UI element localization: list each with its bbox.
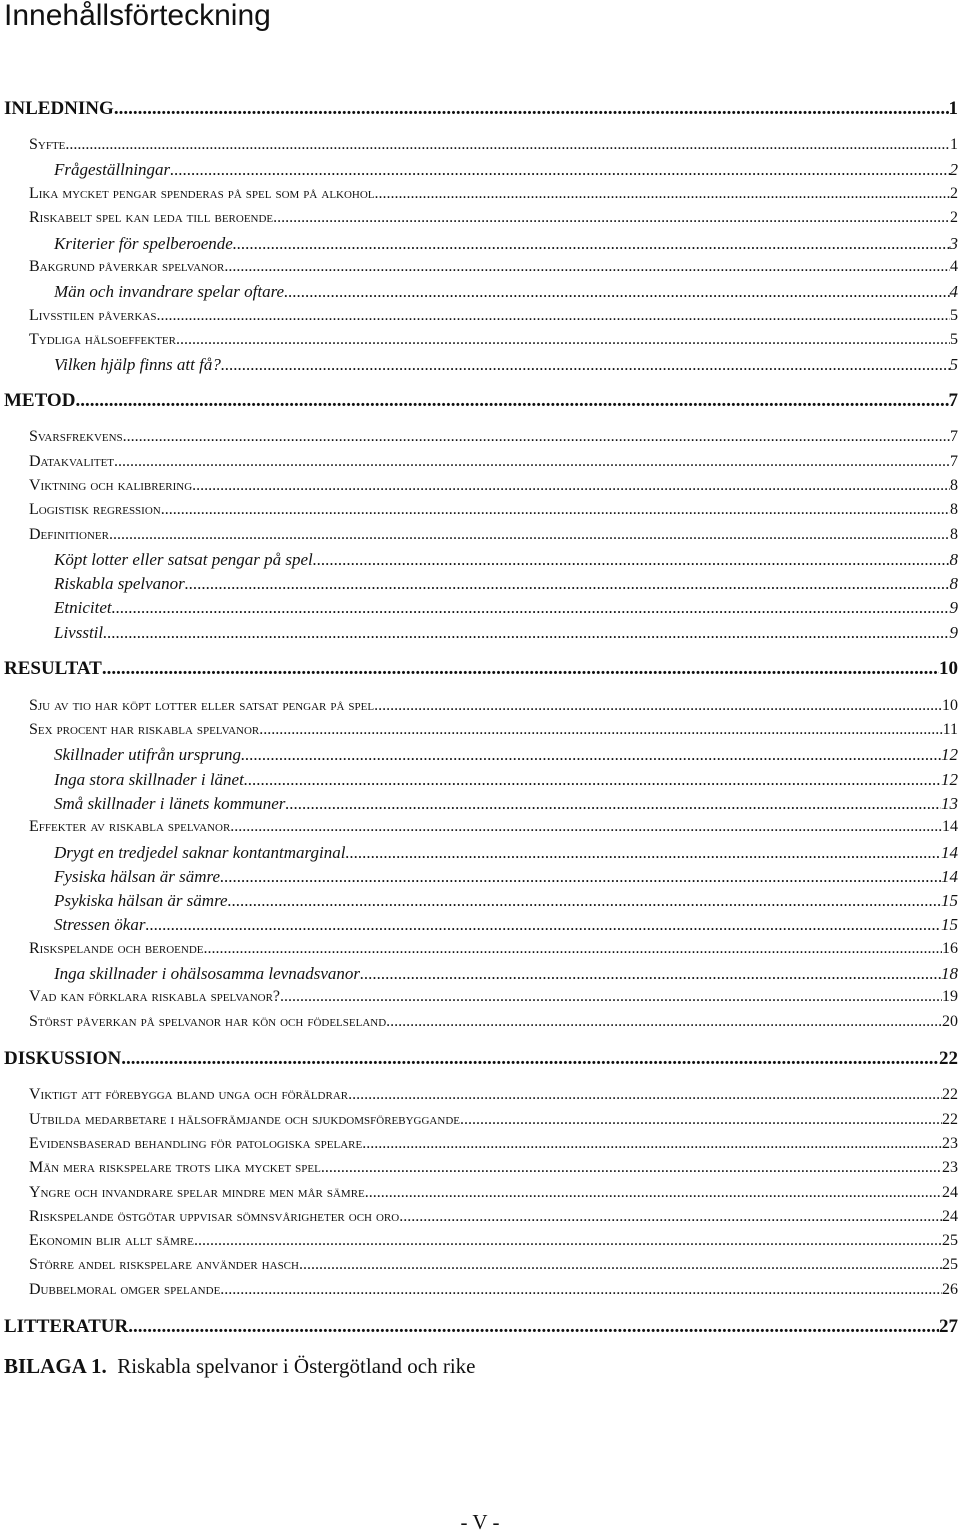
toc-entry-page-number: 8 — [950, 526, 958, 543]
toc-entry-title: Inga stora skillnader i länet — [54, 770, 244, 789]
toc-entry-page-number: 14 — [941, 843, 958, 862]
toc-entry-level-1[interactable] — [4, 390, 958, 414]
toc-dot-leader — [176, 331, 950, 349]
toc-entry-page-number: 15 — [941, 891, 958, 910]
toc-entry-page-number: 22 — [939, 1048, 958, 1069]
toc-entry-level-3[interactable] — [54, 598, 958, 620]
toc-entry-page-number: 26 — [942, 1281, 958, 1298]
page-title: Innehållsförteckning — [4, 0, 271, 32]
toc-entry-page-number: 2 — [949, 160, 958, 179]
toc-entry-page-number: 8 — [950, 477, 958, 494]
toc-entry-page-number: 14 — [942, 818, 958, 835]
toc-entry-page-number: 23 — [942, 1159, 958, 1176]
appendix-label: BILAGA 1. — [4, 1354, 107, 1378]
toc-dot-leader — [285, 794, 941, 814]
toc-entry-level-2[interactable] — [29, 477, 958, 499]
toc-dot-leader — [273, 209, 950, 227]
toc-dot-leader — [244, 770, 941, 790]
toc-entry-level-3[interactable] — [54, 160, 958, 182]
toc-dot-leader — [170, 160, 949, 180]
toc-entry-title: Etnicitet — [54, 598, 112, 617]
toc-entry-title: Riskabelt spel kan leda till beroende — [29, 209, 274, 226]
toc-entry-title: Livsstil — [54, 623, 104, 642]
toc-entry-level-3[interactable] — [54, 915, 958, 937]
toc-entry-page-number: 2 — [950, 209, 958, 226]
page-number-footer: - V - — [460, 1510, 500, 1534]
toc-entry-level-1[interactable] — [4, 98, 958, 122]
toc-entry-title: Vilken hjälp finns att få? — [54, 355, 221, 374]
toc-entry-title: Sex procent har riskabla spelvanor — [29, 721, 260, 738]
toc-dot-leader — [121, 1048, 939, 1070]
toc-entry-title: Lika mycket pengar spenderas på spel som på alkohol — [29, 185, 375, 202]
toc-entry-page-number: 13 — [941, 794, 958, 813]
toc-dot-leader — [221, 355, 950, 375]
toc-dot-leader — [114, 98, 949, 120]
toc-entry-title: Effekter av riskabla spelvanor — [29, 818, 231, 835]
toc-entry-level-2[interactable] — [29, 1208, 958, 1230]
toc-dot-leader — [109, 526, 950, 544]
toc-dot-leader — [348, 1086, 942, 1104]
toc-entry-title: Tydliga hälsoeffekter — [29, 331, 176, 348]
toc-entry-level-2[interactable] — [29, 1232, 958, 1254]
toc-entry-title: Psykiska hälsan är sämre — [54, 891, 228, 910]
toc-entry-title: Köpt lotter eller satsat pengar på spel — [54, 550, 313, 569]
toc-entry-level-2[interactable] — [29, 818, 958, 840]
toc-entry-page-number: 24 — [942, 1184, 958, 1201]
toc-entry-title: Dubbelmoral omger spelande — [29, 1281, 221, 1298]
toc-entry-title: DISKUSSION — [4, 1048, 122, 1069]
toc-dot-leader — [194, 1232, 942, 1250]
toc-entry-title: Vad kan förklara riskabla spelvanor? — [29, 988, 281, 1005]
toc-dot-leader — [224, 258, 950, 276]
toc-dot-leader — [280, 988, 942, 1006]
toc-entry-page-number: 8 — [950, 501, 958, 518]
toc-dot-leader — [156, 307, 950, 325]
toc-entry-title: Inga skillnader i ohälsosamma levnadsvanor — [54, 964, 360, 983]
toc-entry-level-2[interactable] — [29, 258, 958, 280]
toc-dot-leader — [65, 136, 950, 154]
toc-dot-leader — [365, 1184, 942, 1202]
appendix-line — [4, 1354, 476, 1379]
toc-entry-level-3[interactable] — [54, 282, 958, 304]
toc-entry-title: Viktigt att förebygga bland unga och föräldrar — [29, 1086, 349, 1103]
toc-entry-title: Ekonomin blir allt sämre — [29, 1232, 194, 1249]
toc-entry-level-2[interactable] — [29, 136, 958, 158]
toc-entry-page-number: 14 — [941, 867, 958, 886]
toc-entry-page-number: 20 — [942, 1013, 958, 1030]
toc-dot-leader — [220, 1281, 942, 1299]
toc-entry-page-number: 4 — [949, 282, 958, 301]
toc-entry-title: Yngre och invandrare spelar mindre men mår sämre — [29, 1184, 365, 1201]
toc-entry-title: INLEDNING — [4, 98, 114, 119]
toc-entry-page-number: 7 — [950, 428, 958, 445]
toc-entry-title: Utbilda medarbetare i hälsofrämjande och sjukdomsförebyggande — [29, 1111, 460, 1128]
toc-entry-title: Definitioner — [29, 526, 109, 543]
toc-entry-level-3[interactable] — [54, 745, 958, 767]
toc-entry-page-number: 7 — [948, 390, 958, 411]
toc-entry-level-2[interactable] — [29, 721, 958, 743]
toc-entry-title: Stressen ökar — [54, 915, 146, 934]
toc-dot-leader — [114, 453, 950, 471]
toc-entry-page-number: 9 — [949, 623, 958, 642]
toc-entry-title: Bakgrund påverkar spelvanor — [29, 258, 225, 275]
toc-entry-page-number: 10 — [939, 658, 958, 679]
toc-dot-leader — [259, 721, 942, 739]
toc-entry-page-number: 18 — [941, 964, 958, 983]
toc-entry-title: Skillnader utifrån ursprung — [54, 745, 242, 764]
toc-entry-title: RESULTAT — [4, 658, 102, 679]
toc-dot-leader — [102, 658, 939, 680]
toc-entry-level-2[interactable] — [29, 526, 958, 548]
toc-entry-title: Fysiska hälsan är sämre — [54, 867, 221, 886]
toc-entry-page-number: 1 — [948, 98, 958, 119]
toc-entry-level-2[interactable] — [29, 1135, 958, 1157]
toc-entry-title: Svarsfrekvens — [29, 428, 123, 445]
toc-entry-title: Större andel riskspelare använder hasch — [29, 1256, 299, 1273]
toc-entry-title: Livsstilen påverkas — [29, 307, 157, 324]
toc-entry-level-3[interactable] — [54, 794, 958, 816]
toc-entry-title: Små skillnader i länets kommuner — [54, 794, 286, 813]
toc-entry-level-2[interactable] — [29, 1111, 958, 1133]
toc-entry-page-number: 7 — [950, 453, 958, 470]
toc-dot-leader — [220, 867, 941, 887]
toc-entry-title: Kriterier för spelberoende — [54, 234, 233, 253]
toc-dot-leader — [345, 843, 941, 863]
toc-entry-page-number: 19 — [942, 988, 958, 1005]
toc-entry-title: Frågeställningar — [54, 160, 171, 179]
toc-dot-leader — [185, 574, 950, 594]
toc-entry-level-3[interactable] — [54, 623, 958, 645]
toc-entry-level-2[interactable] — [29, 209, 958, 231]
toc-entry-level-2[interactable] — [29, 1281, 958, 1303]
toc-entry-level-2[interactable] — [29, 1086, 958, 1108]
toc-entry-title: Datakvalitet — [29, 453, 115, 470]
toc-dot-leader — [360, 964, 941, 984]
toc-entry-title: Drygt en tredjedel saknar kontantmarginal — [54, 843, 346, 862]
toc-dot-leader — [299, 1256, 942, 1274]
toc-entry-page-number: 10 — [942, 697, 958, 714]
toc-entry-page-number: 3 — [949, 234, 958, 253]
appendix-title: Riskabla spelvanor i Östergötland och rike — [117, 1354, 476, 1378]
toc-entry-level-2[interactable] — [29, 501, 958, 523]
toc-entry-level-3[interactable] — [54, 550, 958, 572]
toc-entry-level-2[interactable] — [29, 1159, 958, 1181]
toc-entry-level-2[interactable] — [29, 940, 958, 962]
toc-entry-page-number: 1 — [950, 136, 958, 153]
toc-dot-leader — [399, 1208, 942, 1226]
toc-dot-leader — [128, 1316, 939, 1338]
toc-entry-title: Riskabla spelvanor — [54, 574, 185, 593]
toc-dot-leader — [192, 477, 950, 495]
toc-dot-leader — [374, 697, 942, 715]
toc-dot-leader — [362, 1135, 942, 1153]
toc-entry-level-2[interactable] — [29, 1256, 958, 1278]
toc-entry-title: Viktning och kalibrering — [29, 477, 193, 494]
toc-entry-level-1[interactable] — [4, 1316, 958, 1340]
toc-entry-page-number: 16 — [942, 940, 958, 957]
toc-entry-level-2[interactable] — [29, 697, 958, 719]
toc-dot-leader — [313, 550, 950, 570]
toc-dot-leader — [386, 1013, 942, 1031]
toc-entry-title: LITTERATUR — [4, 1316, 129, 1337]
toc-entry-page-number: 4 — [950, 258, 958, 275]
toc-entry-level-2[interactable] — [29, 1184, 958, 1206]
toc-entry-level-3[interactable] — [54, 355, 958, 377]
toc-dot-leader — [375, 185, 950, 203]
toc-entry-title: Riskspelande östgötar uppvisar sömnsvårigheter och oro — [29, 1208, 400, 1225]
toc-entry-page-number: 15 — [941, 915, 958, 934]
toc-dot-leader — [321, 1159, 942, 1177]
toc-dot-leader — [228, 891, 941, 911]
toc-dot-leader — [460, 1111, 942, 1129]
toc-entry-title: Sju av tio har köpt lotter eller satsat pengar på spel — [29, 697, 375, 714]
toc-entry-level-2[interactable] — [29, 185, 958, 207]
toc-entry-page-number: 5 — [950, 307, 958, 324]
toc-entry-page-number: 5 — [950, 331, 958, 348]
toc-entry-page-number: 22 — [942, 1111, 958, 1128]
toc-entry-title: Syfte — [29, 136, 66, 153]
toc-dot-leader — [204, 940, 942, 958]
toc-entry-page-number: 25 — [942, 1256, 958, 1273]
toc-entry-page-number: 12 — [941, 745, 958, 764]
toc-dot-leader — [230, 818, 942, 836]
toc-entry-page-number: 12 — [941, 770, 958, 789]
toc-entry-page-number: 2 — [950, 185, 958, 202]
toc-dot-leader — [284, 282, 949, 302]
toc-entry-level-1[interactable] — [4, 658, 958, 682]
toc-entry-level-2[interactable] — [29, 331, 958, 353]
toc-entry-level-1[interactable] — [4, 1048, 958, 1072]
toc-entry-level-2[interactable] — [29, 428, 958, 450]
toc-entry-page-number: 8 — [949, 550, 958, 569]
toc-entry-level-2[interactable] — [29, 1013, 958, 1035]
toc-entry-title: Män mera riskspelare trots lika mycket spel — [29, 1159, 321, 1176]
toc-dot-leader — [112, 598, 950, 618]
toc-entry-title: METOD — [4, 390, 76, 411]
toc-entry-level-2[interactable] — [29, 988, 958, 1010]
toc-entry-level-3[interactable] — [54, 964, 958, 986]
toc-entry-page-number: 23 — [942, 1135, 958, 1152]
toc-entry-title: Evidensbaserad behandling för patologiska spelare — [29, 1135, 363, 1152]
toc-dot-leader — [123, 428, 950, 446]
toc-dot-leader — [241, 745, 941, 765]
toc-entry-page-number: 25 — [942, 1232, 958, 1249]
toc-dot-leader — [233, 234, 950, 254]
toc-dot-leader — [103, 623, 949, 643]
toc-entry-page-number: 11 — [942, 721, 958, 738]
toc-entry-level-2[interactable] — [29, 307, 958, 329]
toc-entry-level-3[interactable] — [54, 234, 958, 256]
toc-entry-page-number: 24 — [942, 1208, 958, 1225]
toc-entry-page-number: 5 — [949, 355, 958, 374]
toc-entry-title: Logistisk regression — [29, 501, 161, 518]
toc-entry-level-2[interactable] — [29, 453, 958, 475]
toc-entry-level-3[interactable] — [54, 574, 958, 596]
toc-entry-title: Män och invandrare spelar oftare — [54, 282, 285, 301]
toc-entry-title: Störst påverkan på spelvanor har kön och födelseland — [29, 1013, 387, 1030]
toc-dot-leader — [75, 390, 948, 412]
toc-entry-level-3[interactable] — [54, 843, 958, 865]
toc-entry-level-3[interactable] — [54, 891, 958, 913]
toc-entry-title: Riskspelande och beroende — [29, 940, 204, 957]
toc-entry-page-number: 27 — [939, 1316, 958, 1337]
toc-entry-page-number: 8 — [949, 574, 958, 593]
toc-entry-page-number: 22 — [942, 1086, 958, 1103]
toc-dot-leader — [145, 915, 941, 935]
toc-entry-level-3[interactable] — [54, 770, 958, 792]
toc-entry-level-3[interactable] — [54, 867, 958, 889]
toc-entry-page-number: 9 — [949, 598, 958, 617]
toc-dot-leader — [161, 501, 950, 519]
